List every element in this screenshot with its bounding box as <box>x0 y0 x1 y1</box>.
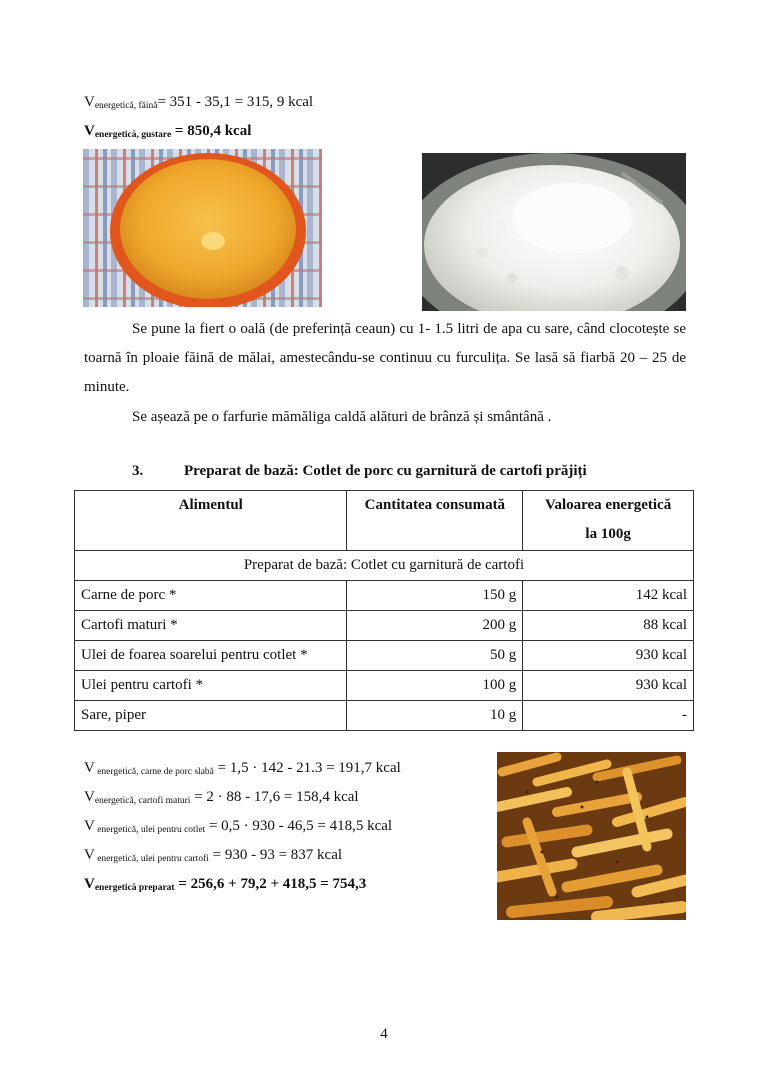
header-energy-line2: la 100g <box>585 526 631 542</box>
formula-symbol: V <box>84 818 95 834</box>
formula-expression: = 351 - 35,1 = 315, 9 kcal <box>157 94 314 110</box>
cell-item: Sare, piper <box>75 701 347 731</box>
formula-subscript: energetică, ulei pentru cartofi <box>94 854 209 864</box>
formula-expression: = 930 - 93 = 837 kcal <box>208 847 343 863</box>
formula-energy-snack <box>84 121 251 143</box>
cartofi-prajiti-photo <box>497 752 686 920</box>
section-title: Preparat de bază: Cotlet de porc cu garnitură de cartofi prăjiți <box>184 463 587 479</box>
cell-quantity: 150 g <box>347 581 523 611</box>
formula-subscript: energetică, gustare <box>94 130 172 140</box>
branza-smantana-photo <box>422 153 686 311</box>
formula-subscript: energetică, carne de porc slabă <box>94 767 214 777</box>
table-row <box>75 581 694 611</box>
table-header-row <box>75 491 694 551</box>
formula-subscript: energetică, făină <box>94 101 158 111</box>
formula-symbol: V <box>84 876 95 892</box>
cell-item: Ulei pentru cartofi * <box>75 671 347 701</box>
formula-energy-oil-cutlet <box>84 816 392 838</box>
formula-energy-potatoes <box>84 787 359 809</box>
paragraph-serving <box>84 403 686 432</box>
cell-energy: - <box>523 701 694 731</box>
formula-expression: = 1,5 · 142 - 21.3 = 191,7 kcal <box>213 760 401 776</box>
cell-item: Ulei de foarea soarelui pentru cotlet * <box>75 641 347 671</box>
formula-subscript: energetică, cartofi maturi <box>94 796 191 806</box>
section-number: 3. <box>132 463 144 479</box>
page-number: 4 <box>380 1026 388 1042</box>
mamaliga-photo <box>83 149 322 307</box>
formula-energy-dish <box>84 874 366 896</box>
table-row <box>75 641 694 671</box>
span-row-label: Preparat de bază: Cotlet cu garnitură de cartofi <box>75 551 694 581</box>
header-food: Alimentul <box>75 491 347 551</box>
header-quantity: Cantitatea consumată <box>347 491 523 551</box>
cell-energy: 930 kcal <box>523 641 694 671</box>
food-energy-table <box>74 490 694 731</box>
formula-symbol: V <box>84 123 95 139</box>
cell-energy: 930 kcal <box>523 671 694 701</box>
formula-expression: = 2 · 88 - 17,6 = 158,4 kcal <box>190 789 359 805</box>
table-row <box>75 671 694 701</box>
paragraph-preparation <box>84 315 686 402</box>
header-energy-line1: Valoarea energetică <box>545 497 672 513</box>
table-row <box>75 611 694 641</box>
header-energy <box>523 491 694 551</box>
cell-quantity: 200 g <box>347 611 523 641</box>
formula-symbol: V <box>84 760 95 776</box>
cell-quantity: 10 g <box>347 701 523 731</box>
formula-subscript: energetică preparat <box>94 883 175 893</box>
cell-item: Carne de porc * <box>75 581 347 611</box>
formula-energy-pork <box>84 758 401 780</box>
cell-quantity: 100 g <box>347 671 523 701</box>
formula-energy-flour <box>84 92 313 114</box>
cell-energy: 142 kcal <box>523 581 694 611</box>
formula-expression: = 0,5 · 930 - 46,5 = 418,5 kcal <box>205 818 393 834</box>
table-row <box>75 701 694 731</box>
formula-subscript: energetică, ulei pentru cotlet <box>94 825 206 835</box>
formula-expression: = 256,6 + 79,2 + 418,5 = 754,3 <box>174 876 367 892</box>
paragraph-text: Se pune la fiert o oală (de preferință ceaun) cu 1- 1.5 litri de apa cu sare, când clocotește se toarnă în ploaie făină de mălai, amestecându-se continuu cu furculița. Se lasă să fiarbă 20 – 25 de minute. <box>84 321 686 395</box>
formula-symbol: V <box>84 94 95 110</box>
formula-energy-oil-potatoes <box>84 845 342 867</box>
cell-item: Cartofi maturi * <box>75 611 347 641</box>
formula-symbol: V <box>84 789 95 805</box>
section-heading <box>132 463 587 480</box>
cell-energy: 88 kcal <box>523 611 694 641</box>
table-span-row <box>75 551 694 581</box>
cell-quantity: 50 g <box>347 641 523 671</box>
formula-expression: = 850,4 kcal <box>171 123 252 139</box>
formula-symbol: V <box>84 847 95 863</box>
paragraph-text: Se așează pe o farfurie mămăliga caldă alături de brânză și smântână . <box>132 409 552 425</box>
